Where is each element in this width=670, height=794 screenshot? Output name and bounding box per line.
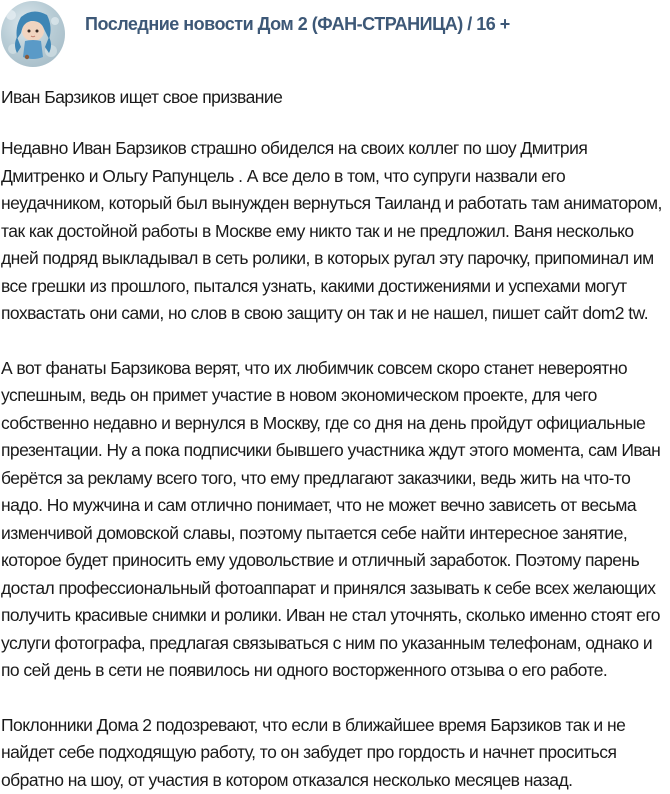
post-paragraph: Поклонники Дома 2 подозревают, что если в ближайшее время Барзиков так и не найдет себе подходящую работу, то он забудет про гордость и начнет проситься обратно на шоу, от участия в котором отказался несколько месяцев назад. xyxy=(1,712,669,794)
post-header xyxy=(0,0,670,80)
avatar-girl-icon xyxy=(1,1,65,67)
group-avatar[interactable] xyxy=(1,1,65,67)
post-body xyxy=(1,84,669,794)
post-paragraph: А вот фанаты Барзикова верят, что их любимчик совсем скоро станет невероятно успешным, ведь он примет участие в новом экономическом проекте, для чего собственно недавно и вернулся в Москву, где со дня на день пройдут официальные презентации. Ну а пока подписчики бывшего участника ждут этого момента, сам Иван берётся за рекламу всего того, что ему предлагают заказчики, ведь жить на что-то надо. Но мужчина и сам отлично понимает, что не может вечно зависеть от весьма изменчивой домовской славы, поэтому пытается себе найти интересное занятие, которое будет приносить ему удовольствие и отличный заработок. Поэтому парень достал профессиональный фотоаппарат и принялся зазывать к себе всех желающих получить красивые снимки и ролики. Иван не стал уточнять, сколько именно стоят его услуги фотографа, предлагая связываться с ним по указанным телефонам, однако и по сей день в сети не появилось ни одного восторженного отзыва о его работе. xyxy=(1,355,669,685)
post-title: Иван Барзиков ищет свое призвание xyxy=(1,84,669,111)
post-paragraph: Недавно Иван Барзиков страшно обиделся на своих коллег по шоу Дмитрия Дмитренко и Ольгу Рапунцель . А все дело в том, что супруги назвали его неудачником, который был вынужден вернуться Таиланд и работать там аниматором, так как достойной работы в Москве ему никто так и не предложил. Ваня несколько дней подряд выкладывал в сеть ролики, в которых ругал эту парочку, припоминал им все грешки из прошлого, пытался узнать, какими достижениями и успехами могут похвастать они сами, но слов в свою защиту он так и не нашел, пишет сайт dom2 tw. xyxy=(1,135,669,328)
group-name-link[interactable]: Последние новости Дом 2 (ФАН-СТРАНИЦА) / 16 + xyxy=(85,14,510,35)
